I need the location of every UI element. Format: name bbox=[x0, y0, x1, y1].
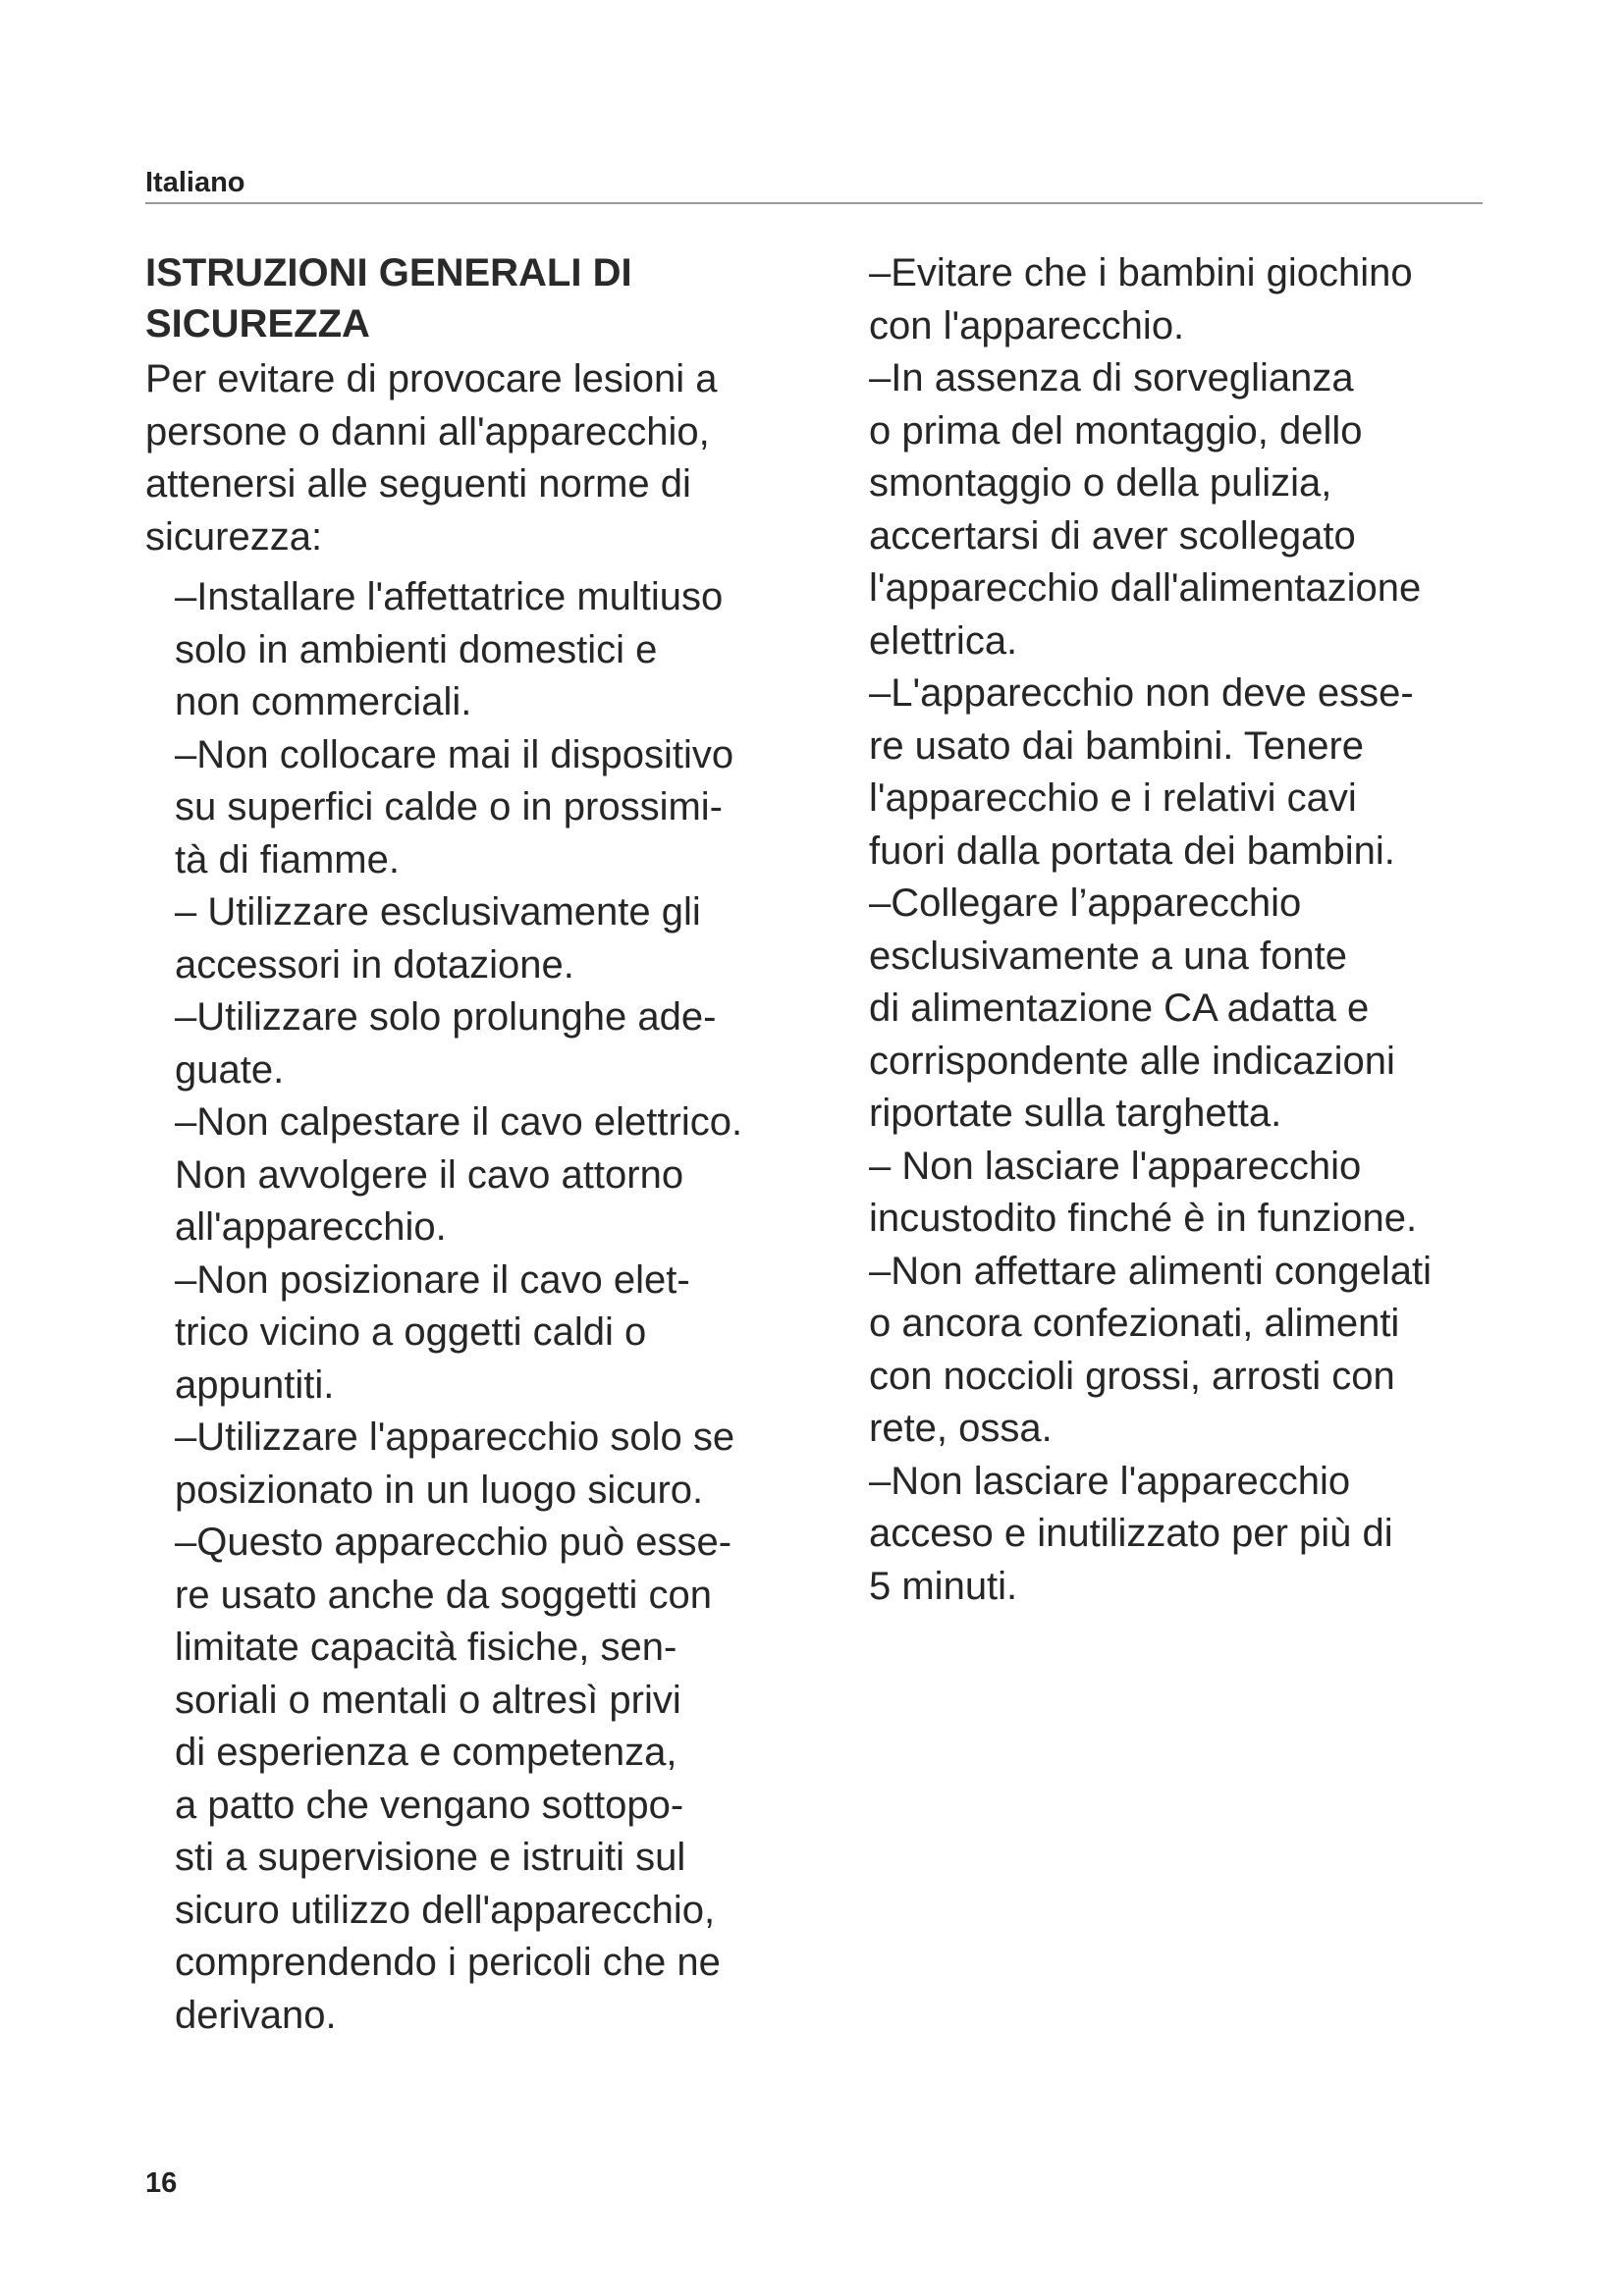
safety-item bbox=[869, 352, 1497, 667]
safety-item-line: di alimentazione CA adatta e bbox=[869, 987, 1370, 1030]
right-safety-list bbox=[869, 247, 1497, 1613]
safety-item-line: non commerciali. bbox=[175, 680, 472, 723]
safety-item-line: –Evitare che i bambini giochino bbox=[869, 251, 1413, 294]
right-column bbox=[869, 247, 1497, 1613]
left-safety-list bbox=[145, 571, 833, 2042]
intro-line: attenersi alle seguenti norme di bbox=[145, 462, 691, 506]
safety-item-line: –Installare l'affettatrice multiuso bbox=[175, 575, 724, 618]
safety-item-line: – Non lasciare l'apparecchio bbox=[869, 1144, 1362, 1188]
safety-item-line: derivano. bbox=[175, 1993, 337, 2037]
safety-item-line: fuori dalla portata dei bambini. bbox=[869, 828, 1395, 873]
language-label: Italiano bbox=[145, 167, 245, 198]
safety-item-line: corrispondente alle indicazioni bbox=[869, 1039, 1395, 1083]
safety-item bbox=[175, 571, 833, 729]
safety-item-line: re usato dai bambini. Tenere bbox=[869, 723, 1365, 768]
safety-item-line: comprendendo i pericoli che ne bbox=[175, 1941, 721, 1984]
safety-item-line: –In assenza di sorveglianza bbox=[869, 356, 1354, 400]
safety-item bbox=[175, 1412, 833, 1517]
intro-line: sicurezza: bbox=[145, 514, 323, 559]
safety-item-line: l'apparecchio e i relativi cavi bbox=[869, 776, 1357, 820]
safety-item bbox=[175, 729, 833, 887]
safety-item bbox=[869, 1456, 1497, 1614]
safety-item-line: accessori in dotazione. bbox=[175, 942, 574, 987]
safety-item-line: con l'apparecchio. bbox=[869, 303, 1185, 347]
safety-item-line: Non avvolgere il cavo attorno bbox=[175, 1152, 684, 1197]
safety-item-line: –Collegare l’apparecchio bbox=[869, 881, 1302, 925]
intro-paragraph bbox=[145, 353, 833, 563]
safety-item-line: su superfici calde o in prossimi- bbox=[175, 785, 723, 828]
safety-item bbox=[175, 1096, 833, 1255]
safety-item bbox=[175, 886, 833, 991]
safety-item bbox=[869, 1141, 1497, 1246]
header-divider bbox=[145, 202, 1483, 204]
safety-item-line: accertarsi di aver scollegato bbox=[869, 513, 1356, 558]
safety-item-line: limitate capacità fisiche, sen- bbox=[175, 1626, 677, 1669]
safety-item bbox=[175, 1517, 833, 2042]
safety-item-line: –Non affettare alimenti congelati bbox=[869, 1249, 1432, 1293]
safety-item-line: guate. bbox=[175, 1047, 285, 1092]
left-column bbox=[145, 247, 833, 2042]
safety-item-line: incustodito finché è in funzione. bbox=[869, 1197, 1418, 1240]
safety-item-line: esclusivamente a una fonte bbox=[869, 934, 1347, 978]
safety-item-line: –Non lasciare l'apparecchio bbox=[869, 1459, 1351, 1503]
section-title-line: SICUREZZA bbox=[145, 302, 370, 346]
safety-item-line: soriali o mentali o altresì privi bbox=[175, 1678, 681, 1722]
safety-item-line: smontaggio o della pulizia, bbox=[869, 461, 1332, 505]
safety-item-line: –Non collocare mai il dispositivo bbox=[175, 732, 734, 776]
safety-item-line: di esperienza e competenza, bbox=[175, 1731, 677, 1774]
safety-item-line: sicuro utilizzo dell'apparecchio, bbox=[175, 1888, 716, 1932]
safety-item bbox=[869, 247, 1497, 352]
safety-item-line: o prima del montaggio, dello bbox=[869, 408, 1363, 453]
safety-item-line: re usato anche da soggetti con bbox=[175, 1573, 713, 1617]
safety-item-line: appuntiti. bbox=[175, 1362, 335, 1407]
safety-item bbox=[869, 1246, 1497, 1456]
safety-item bbox=[175, 991, 833, 1096]
section-title bbox=[145, 247, 833, 349]
intro-line: Per evitare di provocare lesioni a bbox=[145, 357, 718, 400]
safety-item-line: sti a supervisione e istruiti sul bbox=[175, 1836, 686, 1879]
safety-item-line: –Utilizzare l'apparecchio solo se bbox=[175, 1415, 735, 1459]
safety-item-line: elettrica. bbox=[869, 618, 1018, 663]
safety-item-line: tà di fiamme. bbox=[175, 837, 400, 881]
safety-item-line: –Utilizzare solo prolunghe ade- bbox=[175, 995, 717, 1039]
safety-item-line: –Questo apparecchio può esse- bbox=[175, 1521, 732, 1564]
safety-item-line: rete, ossa. bbox=[869, 1407, 1053, 1450]
safety-item-line: posizionato in un luogo sicuro. bbox=[175, 1468, 704, 1512]
safety-item bbox=[175, 1255, 833, 1413]
safety-item-line: riportate sulla targhetta. bbox=[869, 1092, 1282, 1135]
safety-item-line: con noccioli grossi, arrosti con bbox=[869, 1354, 1395, 1398]
section-title-line: ISTRUZIONI GENERALI DI bbox=[145, 251, 632, 294]
safety-item-line: a patto che vengano sottopo- bbox=[175, 1783, 684, 1827]
safety-item bbox=[869, 667, 1497, 878]
safety-item-line: –Non calpestare il cavo elettrico. bbox=[175, 1100, 743, 1144]
page-number: 16 bbox=[145, 2167, 178, 2199]
safety-item-line: – Utilizzare esclusivamente gli bbox=[175, 890, 701, 934]
safety-item-line: –Non posizionare il cavo elet- bbox=[175, 1257, 690, 1302]
safety-item-line: all'apparecchio. bbox=[175, 1205, 447, 1249]
safety-item-line: o ancora confezionati, alimenti bbox=[869, 1302, 1400, 1345]
safety-item bbox=[869, 878, 1497, 1141]
safety-item-line: solo in ambienti domestici e bbox=[175, 627, 658, 671]
safety-item-line: 5 minuti. bbox=[869, 1564, 1018, 1608]
safety-item-line: acceso e inutilizzato per più di bbox=[869, 1512, 1393, 1555]
safety-item-line: l'apparecchio dall'alimentazione bbox=[869, 566, 1422, 610]
safety-item-line: –L'apparecchio non deve esse- bbox=[869, 671, 1414, 715]
safety-item-line: trico vicino a oggetti caldi o bbox=[175, 1310, 647, 1354]
intro-line: persone o danni all'apparecchio, bbox=[145, 409, 710, 454]
